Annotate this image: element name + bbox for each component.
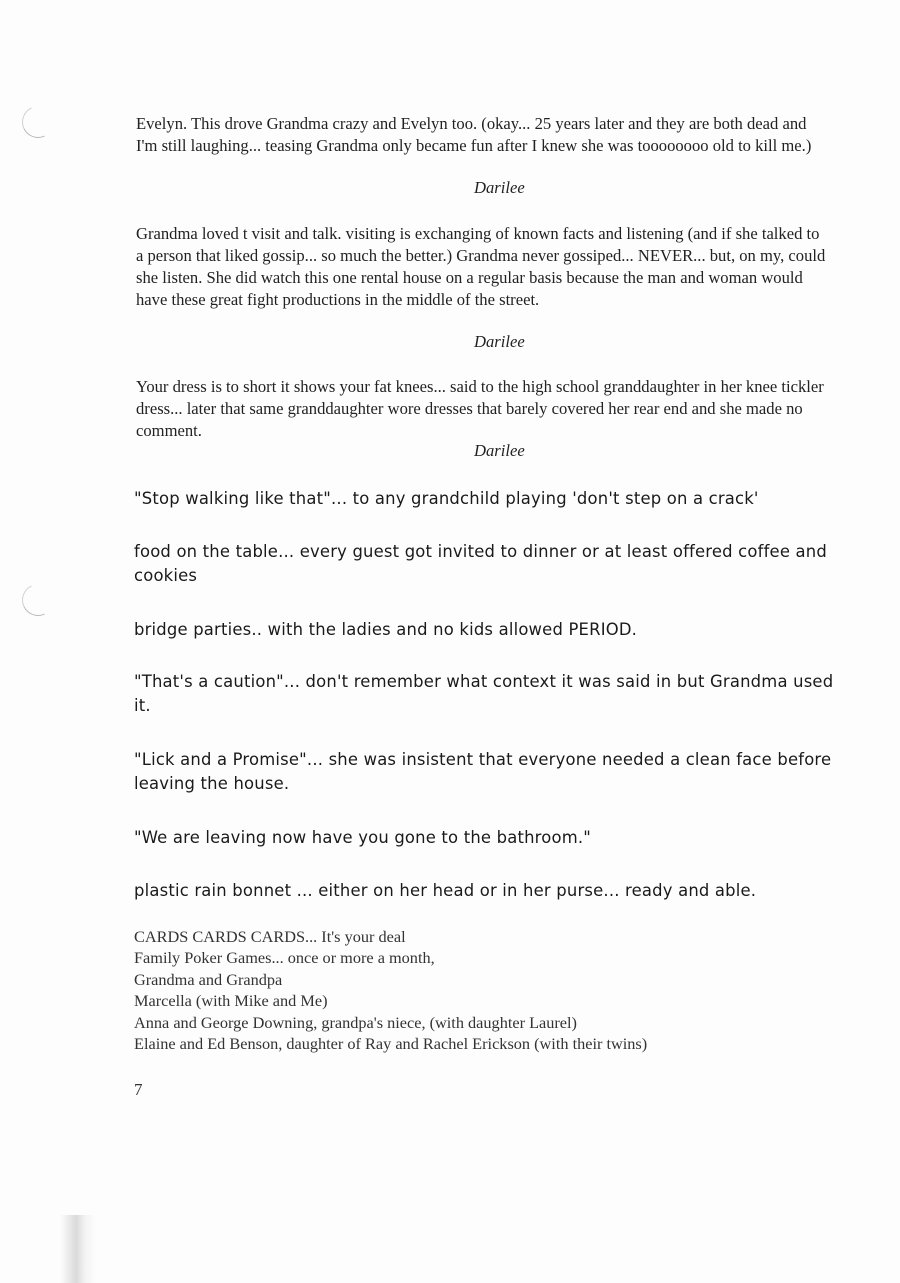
cards-line: Anna and George Downing, grandpa's niece, (with daughter Laurel) xyxy=(134,1012,577,1032)
note-bridge-parties: bridge parties.. with the ladies and no kids allowed PERIOD. xyxy=(134,620,638,639)
punch-hole-middle xyxy=(17,579,58,620)
cards-line: Family Poker Games... once or more a month, xyxy=(134,948,435,968)
signature-darilee: Darilee xyxy=(474,441,525,460)
cards-line: Grandma and Grandpa xyxy=(134,969,283,989)
note-food-on-table: food on the table... every guest got invited to dinner or at least offered coffee and cookies xyxy=(134,542,827,585)
cards-line: Marcella (with Mike and Me) xyxy=(134,991,328,1011)
signature-darilee: Darilee xyxy=(474,332,525,351)
paragraph-visit-and-talk: Grandma loved t visit and talk. visiting is exchanging of known facts and listening (and if she talked to a person that liked gossip... so much the better.) Grandma never gossiped... NEVER... but, on my, could she listen. She did watch this one rental house on a regular basis because the man and woman would have these great fight productions in the middle of the street. xyxy=(136,224,826,309)
scan-edge-shadow xyxy=(60,1215,96,1283)
page-number: 7 xyxy=(134,1080,143,1099)
note-stop-walking: "Stop walking like that"... to any grandchild playing 'don't step on a crack' xyxy=(134,489,759,508)
cards-line: Elaine and Ed Benson, daughter of Ray and Rachel Erickson (with their twins) xyxy=(134,1034,648,1054)
note-lick-and-promise: "Lick and a Promise"... she was insistent that everyone needed a clean face before leaving the house. xyxy=(134,750,832,793)
paragraph-dress: Your dress is to short it shows your fat knees... said to the high school granddaughter in her knee tickler dress... later that same granddaughter wore dresses that barely covered her rear end and she made no comment. xyxy=(136,377,824,440)
cards-line: CARDS CARDS CARDS... It's your deal xyxy=(134,927,406,946)
paragraph-evelyn: Evelyn. This drove Grandma crazy and Evelyn too. (okay... 25 years later and they are both dead and I'm still laughing... teasing Grandma only became fun after I knew she was toooooooo old to kill me.) xyxy=(136,114,812,155)
punch-hole-top xyxy=(17,101,58,142)
note-thats-a-caution: "That's a caution"... don't remember what context it was said in but Grandma used it. xyxy=(134,672,834,715)
cards-list xyxy=(134,926,834,1054)
note-bathroom: "We are leaving now have you gone to the bathroom." xyxy=(134,828,592,847)
signature-darilee: Darilee xyxy=(474,178,525,197)
note-rain-bonnet: plastic rain bonnet ... either on her head or in her purse... ready and able. xyxy=(134,881,757,900)
